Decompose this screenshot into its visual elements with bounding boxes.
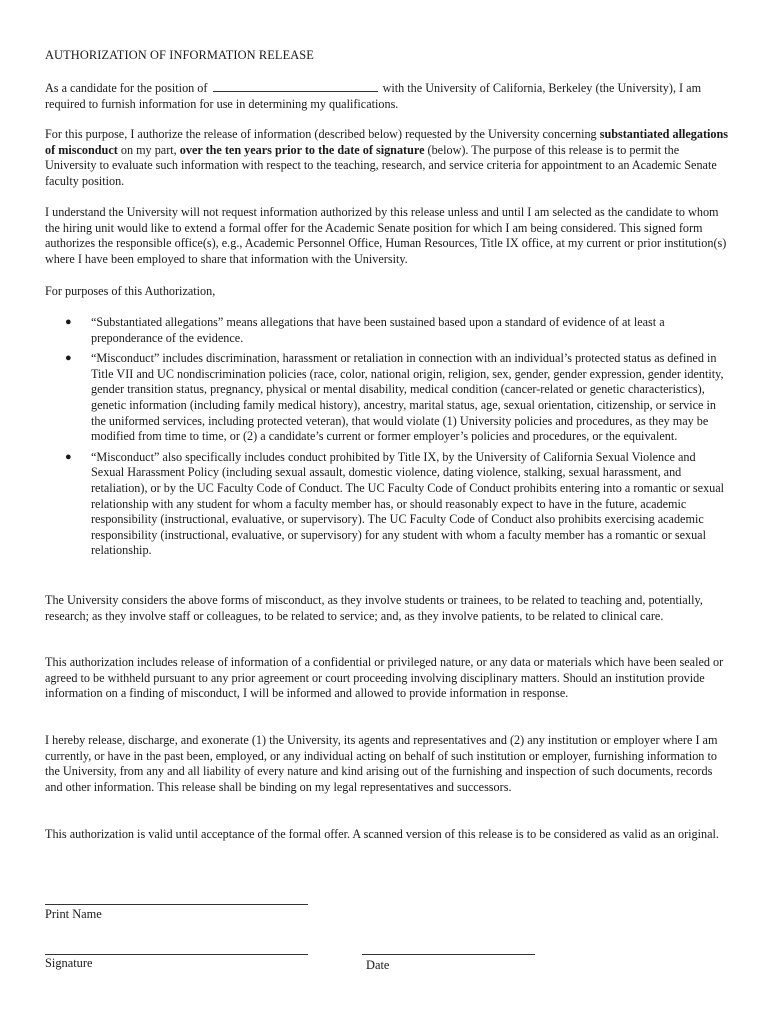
signature-label: Signature (45, 956, 93, 970)
purpose-bold-1: substantiated allegations of misconduct (45, 127, 729, 157)
purpose-bold-2: over the ten years prior to the date of signature (179, 142, 425, 157)
definition-item (45, 315, 730, 346)
print-name-line[interactable] (45, 904, 308, 905)
bullet-icon: ● (65, 352, 72, 365)
definition-item (45, 450, 730, 559)
definition-text: “Substantiated allegations” means allegations that have been sustained based upon a standard of evidence of at least a preponderance of the evidence. (91, 315, 665, 345)
date-label: Date (366, 958, 390, 972)
position-blank-field[interactable] (213, 80, 378, 92)
definition-text: “Misconduct” includes discrimination, harassment or retaliation in connection with an individual’s protected status as defined in Title VII and UC nondiscrimination policies (race, color, national origin, religion, sex, gender, gender expression, gender identity, gender transition status, pregnancy, physical or mental disability, medical condition (cancer-related or genetic characteristics), genetic information (including family medical history), ancestry, marital status, age, sexual orientation, citizenship, or service in the uniformed services, including protected veteran), that would violate (1) University policies and procedures, as they may be modified from time to time, or (2) a candidate’s current or former employer’s policies and procedures, or the equivalent. (91, 351, 724, 444)
includes-paragraph: This authorization includes release of information of a confidential or privileged nature, or any data or materials which have been sealed or agreed to be withheld pursuant to any prior agreement or court proceeding involving disciplinary matters. Should an institution provide information on a finding of misconduct, I will be informed and allowed to provide information in response. (45, 655, 724, 701)
purpose-text-1: For this purpose, I authorize the release of information (described below) requested by the University concerning (45, 127, 600, 141)
definition-text: “Misconduct” also specifically includes conduct prohibited by Title IX, by the University of California Sexual Violence and Sexual Harassment Policy (including sexual assault, domestic violence, dating violence, stalking, sexual harassment, and retaliation), or by the UC Faculty Code of Conduct. The UC Faculty Code of Conduct prohibits entering into a romantic or sexual relationship with any student for whom a faculty member has, or should reasonably expect to have in the future, academic responsibility (instructional, evaluative, or supervisory). The UC Faculty Code of Conduct also prohibits exercising academic responsibility (instructional, evaluative, or supervisory) for any student with whom a faculty member has a romantic or sexual relationship. (91, 449, 725, 558)
date-line[interactable] (362, 954, 535, 955)
understand-paragraph: I understand the University will not request information authorized by this release unless and until I am selected as the candidate to whom the hiring unit would like to extend a formal offer for the Academic Senate position for which I am being considered. This signed form authorizes the responsible office(s), e.g., Academic Personnel Office, Human Resources, Title IX office, at my current or prior institution(s) where I have been employed to share that information with the University. (45, 205, 727, 266)
document-title: AUTHORIZATION OF INFORMATION RELEASE (45, 48, 314, 62)
signature-line[interactable] (45, 954, 308, 955)
purpose-paragraph (45, 127, 730, 189)
bullet-icon: ● (65, 450, 72, 463)
intro-text-after: with the University of California, Berkeley (the University), I am required to furnish information for use in determining my qualifications. (45, 81, 702, 111)
print-name-label: Print Name (45, 907, 102, 921)
bullet-icon: ● (65, 316, 72, 328)
purpose-text-2: on my part, (117, 142, 180, 157)
definition-item (45, 351, 730, 445)
considers-paragraph: The University considers the above forms of misconduct, as they involve students or trainees, to be related to teaching and, potentially, research; as they involve staff or colleagues, to be related to service; and, as they involve patients, to be related to clinical care. (45, 593, 703, 623)
release-paragraph: I hereby release, discharge, and exonerate (1) the University, its agents and representatives and (2) any institution or employer where I am currently, or have in the past been, employed, or any individual acting on behalf of such institution or employer, furnishing information to the University, from any and all liability of every nature and kind arising out of the furnishing and inspection of such documents, records and other information. This release shall be binding on my legal representatives and successors. (45, 733, 718, 794)
intro-text-before: As a candidate for the position of (45, 81, 208, 95)
intro-paragraph (45, 80, 730, 112)
definitions-list (45, 315, 730, 564)
purpose-text-3: (below). The purpose of this release is to permit the University to evaluate such information with respect to the teaching, research, and service criteria for appointment to an Academic Senate faculty position. (45, 142, 717, 188)
for-purposes-paragraph: For purposes of this Authorization, (45, 284, 216, 298)
valid-paragraph: This authorization is valid until acceptance of the formal offer. A scanned version of this release is to be considered as valid as an original. (45, 827, 719, 841)
